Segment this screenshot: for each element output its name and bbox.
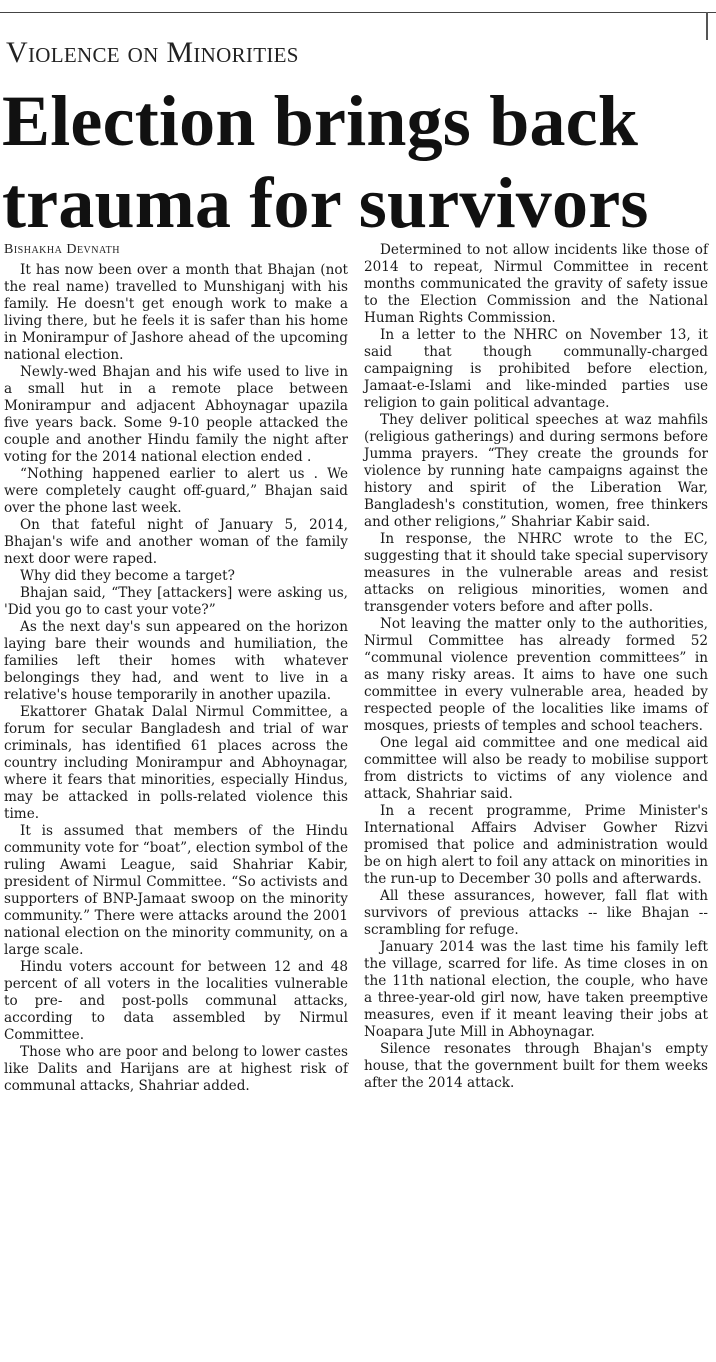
headline-line-1: Election brings back bbox=[2, 81, 639, 161]
article-body bbox=[4, 242, 708, 1358]
paragraph: Bhajan said, “They [attackers] were asking us, 'Did you go to cast your vote?” bbox=[4, 585, 348, 618]
headline-line-2: trauma for survivors bbox=[2, 163, 649, 243]
paragraph: Not leaving the matter only to the authorities, Nirmul Committee has already formed 52 “communal violence prevention committees” in as many risky areas. It aims to have one such committee in every vulnerable area, headed by respected people of the localities like imams of mosques, priests of temples and school teachers. bbox=[364, 616, 708, 734]
top-divider bbox=[0, 12, 716, 13]
paragraph: In response, the NHRC wrote to the EC, suggesting that it should take special supervisory measures in the vulnerable areas and resist attacks on religious minorities, women and transgender voters before and after polls. bbox=[364, 531, 708, 615]
paragraph: Silence resonates through Bhajan's empty house, that the government built for them weeks after the 2014 attack. bbox=[364, 1041, 708, 1091]
paragraph: It is assumed that members of the Hindu community vote for “boat”, election symbol of the ruling Awami League, said Shahriar Kabir, president of Nirmul Committee. “So activists and supporters of BNP-Jamaat swoop on the minority community.” There were attacks around the 2001 national election on the minority community, on a large scale. bbox=[4, 823, 348, 958]
column-right bbox=[364, 242, 708, 1358]
paragraph: On that fateful night of January 5, 2014, Bhajan's wife and another woman of the family next door were raped. bbox=[4, 517, 348, 567]
paragraph: As the next day's sun appeared on the horizon laying bare their wounds and humiliation, the families left their homes with whatever belongings they had, and went to live in a relative's house temporarily in another upazila. bbox=[4, 619, 348, 703]
paragraph: It has now been over a month that Bhajan (not the real name) travelled to Munshiganj with his family. He doesn't get enough work to make a living there, but he feels it is safer than his home in Monirampur of Jashore ahead of the upcoming national election. bbox=[4, 262, 348, 363]
paragraph: “Nothing happened earlier to alert us . We were completely caught off-guard,” Bhajan said over the phone last week. bbox=[4, 466, 348, 516]
paragraph: In a recent programme, Prime Minister's International Affairs Adviser Gowher Rizvi promised that police and administration would be on high alert to foil any attack on minorities in the run-up to December 30 polls and afterwards. bbox=[364, 803, 708, 887]
paragraph: In a letter to the NHRC on November 13, it said that though communally-charged campaigning is prohibited before election, Jamaat-e-Islami and like-minded parties use religion to gain political advantage. bbox=[364, 327, 708, 411]
paragraph: One legal aid committee and one medical aid committee will also be ready to mobilise support from districts to victims of any violence and attack, Shahriar said. bbox=[364, 735, 708, 802]
headline bbox=[2, 80, 714, 244]
byline: Bishakha Devnath bbox=[4, 242, 120, 257]
section-kicker: Violence on Minorities bbox=[6, 36, 299, 69]
paragraph: Determined to not allow incidents like those of 2014 to repeat, Nirmul Committee in recent months communicated the gravity of safety issue to the Election Commission and the National Human Rights Commission. bbox=[364, 242, 708, 326]
paragraph: Those who are poor and belong to lower castes like Dalits and Harijans are at highest risk of communal attacks, Shahriar added. bbox=[4, 1044, 348, 1094]
paragraph: Why did they become a target? bbox=[20, 568, 235, 584]
paragraph: They deliver political speeches at waz mahfils (religious gatherings) and during sermons before Jumma prayers. “They create the grounds for violence by running hate campaigns against the history and spirit of the Liberation War, Bangladesh's constitution, women, free thinkers and other religions,” Shahriar Kabir said. bbox=[364, 412, 708, 530]
edge-marker bbox=[706, 12, 708, 40]
paragraph: Hindu voters account for between 12 and 48 percent of all voters in the localities vulnerable to pre- and post-polls communal attacks, according to data assembled by Nirmul Committee. bbox=[4, 959, 348, 1043]
column-left bbox=[4, 242, 348, 1358]
paragraph: All these assurances, however, fall flat with survivors of previous attacks -- like Bhajan -- scrambling for refuge. bbox=[364, 888, 708, 938]
paragraph: Ekattorer Ghatak Dalal Nirmul Committee, a forum for secular Bangladesh and trial of war criminals, has identified 61 places across the country including Monirampur and Abhoynagar, where it fears that minorities, especially Hindus, may be attacked in polls-related violence this time. bbox=[4, 704, 348, 822]
paragraph: January 2014 was the last time his family left the village, scarred for life. As time closes in on the 11th national election, the couple, who have a three-year-old girl now, have taken preemptive measures, even if it meant leaving their jobs at Noapara Jute Mill in Abhoynagar. bbox=[364, 939, 708, 1040]
paragraph: Newly-wed Bhajan and his wife used to live in a small hut in a remote place between Monirampur and adjacent Abhoynagar upazila five years back. Some 9-10 people attacked the couple and another Hindu family the night after voting for the 2014 national election ended . bbox=[4, 364, 348, 465]
